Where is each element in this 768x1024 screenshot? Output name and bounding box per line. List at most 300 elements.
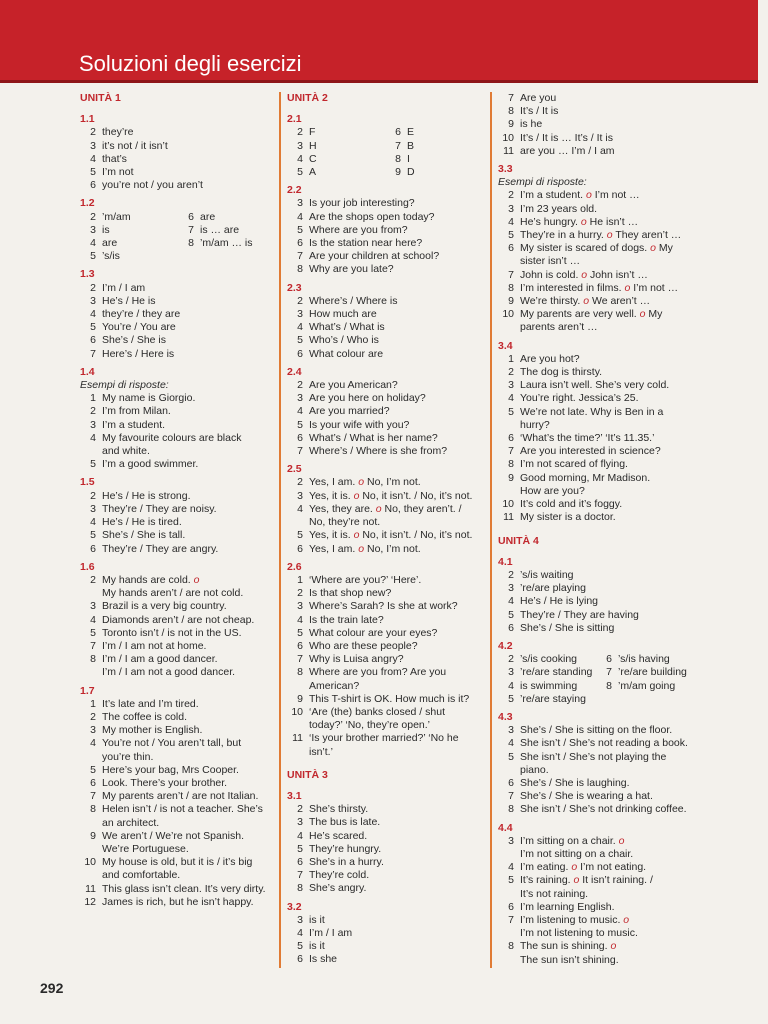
answer-number: 5 xyxy=(297,940,303,953)
or-symbol: o xyxy=(618,834,625,847)
answer-line xyxy=(80,348,270,361)
answer-number: 12 xyxy=(84,895,96,908)
answer-text: She isn’t / She’s not playing the xyxy=(520,750,667,763)
answer-line xyxy=(287,574,487,587)
answer-number: 3 xyxy=(508,379,514,392)
answer-text: It’s cold and it’s foggy. xyxy=(520,498,623,511)
answer-line xyxy=(80,711,270,724)
answer-line xyxy=(80,574,270,587)
exercise-block xyxy=(498,340,708,525)
answer-text: I’m from Milan. xyxy=(102,405,171,418)
exercise-number: 3.4 xyxy=(498,339,513,352)
answer-line xyxy=(498,511,708,524)
answer-number: 2 xyxy=(297,587,303,600)
exercise-block xyxy=(80,685,270,909)
answer-line xyxy=(498,901,708,914)
answer-number xyxy=(498,848,520,861)
answer-line xyxy=(80,543,270,556)
answer-line xyxy=(498,940,708,953)
answer-number: 4 xyxy=(297,613,303,626)
answer-text: C xyxy=(309,152,317,165)
answer-text: She’s / She is tall. xyxy=(102,529,186,542)
answer-text: piano. xyxy=(520,763,549,776)
answer-line xyxy=(498,485,708,498)
answer-text: ’re/are standing xyxy=(520,666,593,679)
column-divider-1 xyxy=(279,92,281,968)
answer-text: They’re cold. xyxy=(309,869,370,882)
answer-number: 8 xyxy=(508,458,514,471)
answer-number: 3 xyxy=(90,139,96,152)
answer-text: The bus is late. xyxy=(309,816,381,829)
answer-line xyxy=(80,777,270,790)
answer-line xyxy=(287,869,487,882)
answer-text: My mother is English. xyxy=(102,724,203,737)
answer-line xyxy=(287,940,487,953)
answer-line xyxy=(498,472,708,485)
answer-line xyxy=(80,817,270,830)
answer-number: 3 xyxy=(508,724,514,737)
answer-text: We’re Portuguese. xyxy=(102,842,189,855)
answer-number: 3 xyxy=(90,502,96,515)
answer-text: I’m a good swimmer. xyxy=(102,458,199,471)
answer-line xyxy=(498,835,708,848)
answer-text: today?’ ‘No, they’re open.’ xyxy=(309,719,431,732)
answer-line xyxy=(287,830,487,843)
answer-text: We aren’t / We’re not Spanish. xyxy=(102,829,245,842)
answer-number: 5 xyxy=(90,166,96,179)
answer-number: 5 xyxy=(90,321,96,334)
exercise-block xyxy=(498,822,708,967)
answer-text: They’re in a hurry. o They aren’t … xyxy=(520,229,682,242)
answer-number: 7 xyxy=(297,445,303,458)
answer-text: My parents are very well. o My xyxy=(520,308,663,321)
answer-line xyxy=(80,856,270,869)
answer-text: Are you married? xyxy=(309,405,390,418)
answer-text: My favourite colours are black xyxy=(102,431,242,444)
answer-line xyxy=(80,419,270,432)
answer-text: E xyxy=(407,126,415,139)
answer-text: D xyxy=(407,166,415,179)
exercise-number: 2.6 xyxy=(287,560,302,573)
answer-text: A xyxy=(309,166,317,179)
answer-text: Yes, they are. o No, they aren’t. / xyxy=(309,502,462,515)
answer-text: ’m/am going xyxy=(618,679,676,692)
answer-line xyxy=(287,706,487,719)
answer-line xyxy=(498,888,708,901)
answer-line xyxy=(80,896,270,909)
answer-number: 8 xyxy=(508,105,514,118)
answer-line xyxy=(287,321,487,334)
answer-line xyxy=(385,126,487,139)
answer-number: 6 xyxy=(188,210,194,223)
answer-text: Laura isn’t well. She’s very cold. xyxy=(520,379,670,392)
answer-number: 3 xyxy=(508,582,514,595)
answer-grid xyxy=(287,126,487,179)
answer-text: I’m / I am not a good dancer. xyxy=(102,666,236,679)
answer-number: 7 xyxy=(508,268,514,281)
answer-number: 5 xyxy=(297,418,303,431)
answer-text: Here’s / Here is xyxy=(102,347,175,360)
answer-line xyxy=(287,503,487,516)
answer-number: 8 xyxy=(508,281,514,294)
answer-number: 5 xyxy=(508,750,514,763)
answer-number: 3 xyxy=(90,294,96,307)
answer-line xyxy=(498,392,708,405)
answer-line xyxy=(498,229,708,242)
answer-text: He’s / He is tired. xyxy=(102,516,182,529)
answer-text: My sister is a doctor. xyxy=(520,511,616,524)
answer-text: My house is old, but it is / it’s big xyxy=(102,856,253,869)
answer-number: 3 xyxy=(297,308,303,321)
answer-line xyxy=(287,843,487,856)
answer-number xyxy=(287,680,309,693)
exercise-note: Esempi di risposte: xyxy=(80,379,169,392)
answer-text: The sun is shining. o xyxy=(520,940,617,953)
answer-line xyxy=(80,237,178,250)
answer-text: I’m not sitting on a chair. xyxy=(520,847,634,860)
answer-line xyxy=(498,595,708,608)
answer-line xyxy=(178,224,270,237)
exercise-number: 4.4 xyxy=(498,821,513,834)
page-title: Soluzioni degli esercizi xyxy=(79,51,302,76)
answer-text: Here’s your bag, Mrs Cooper. xyxy=(102,763,239,776)
answer-number: 11 xyxy=(292,732,303,745)
answer-number: 2 xyxy=(90,710,96,723)
answer-number: 9 xyxy=(508,471,514,484)
answer-line xyxy=(498,751,708,764)
exercise-block xyxy=(498,92,708,158)
exercise-block xyxy=(498,640,708,706)
answer-number: 11 xyxy=(85,882,96,895)
answer-text: No, they’re not. xyxy=(309,516,381,529)
answer-number: 7 xyxy=(90,347,96,360)
answer-number: 4 xyxy=(90,152,96,165)
answer-number: 4 xyxy=(90,613,96,626)
answer-text: He’s / He is xyxy=(102,294,156,307)
answer-text: is xyxy=(102,223,110,236)
answer-text: They’re / They are angry. xyxy=(102,542,219,555)
answer-line xyxy=(80,529,270,542)
answer-number: 3 xyxy=(297,139,303,152)
answer-number: 5 xyxy=(90,250,96,263)
answer-number: 2 xyxy=(508,568,514,581)
answer-number xyxy=(498,954,520,967)
answer-line xyxy=(287,432,487,445)
unit-heading: UNITÀ 4 xyxy=(498,534,539,547)
answer-number: 4 xyxy=(508,737,514,750)
answer-number: 8 xyxy=(508,803,514,816)
answer-number: 6 xyxy=(297,347,303,360)
answer-line xyxy=(498,803,708,816)
exercise-block xyxy=(287,184,487,276)
answer-text: is he xyxy=(520,118,543,131)
exercise-block xyxy=(287,901,487,967)
answer-number: 5 xyxy=(297,842,303,855)
exercise-block xyxy=(287,113,487,179)
answer-text: This glass isn’t clean. It’s very dirty. xyxy=(102,882,266,895)
answer-line xyxy=(498,92,708,105)
exercise-block xyxy=(80,561,270,680)
answer-number: 4 xyxy=(90,737,96,750)
answer-line xyxy=(498,242,708,255)
answer-text: I’m / I am xyxy=(309,926,353,939)
answer-line xyxy=(498,861,708,874)
answer-number: 2 xyxy=(508,366,514,379)
exercise-block xyxy=(80,113,270,192)
answer-number: 2 xyxy=(297,379,303,392)
answer-text: Are your children at school? xyxy=(309,250,440,263)
or-symbol: o xyxy=(193,573,200,586)
answer-text: They’re hungry. xyxy=(309,842,382,855)
answer-text: What colour are xyxy=(309,347,384,360)
answer-line xyxy=(498,432,708,445)
answer-text: We’re not late. Why is Ben in a xyxy=(520,405,664,418)
answer-text: She isn’t / She’s not drinking coffee. xyxy=(520,803,687,816)
answer-number: 6 xyxy=(297,431,303,444)
answer-number: 8 xyxy=(90,803,96,816)
answer-line xyxy=(596,653,708,666)
exercise-block xyxy=(287,282,487,361)
answer-line xyxy=(385,140,487,153)
or-symbol: o xyxy=(639,308,646,321)
answer-line xyxy=(498,914,708,927)
answer-number: 3 xyxy=(90,418,96,431)
answer-number: 4 xyxy=(508,861,514,874)
answer-text: It’s late and I’m tired. xyxy=(102,697,199,710)
answer-number: 7 xyxy=(508,913,514,926)
answer-number: 4 xyxy=(297,502,303,515)
answer-line xyxy=(80,737,270,750)
answer-text: ‘Where are you?’ ‘Here’. xyxy=(309,573,422,586)
answer-text: What’s / What is her name? xyxy=(309,431,438,444)
answer-text: ’s/is cooking xyxy=(520,653,578,666)
answer-line xyxy=(498,366,708,379)
answer-number xyxy=(498,927,520,940)
answer-text: sister isn’t … xyxy=(520,255,581,268)
answer-text: B xyxy=(407,139,415,152)
answer-line xyxy=(287,914,487,927)
answer-number: 8 xyxy=(395,152,401,165)
answer-line xyxy=(287,856,487,869)
answer-line xyxy=(498,458,708,471)
answer-text: I’m interested in films. o I’m not … xyxy=(520,281,679,294)
answer-line xyxy=(498,308,708,321)
answer-text: Good morning, Mr Madison. xyxy=(520,471,651,484)
answer-text: My hands aren’t / are not cold. xyxy=(102,587,244,600)
answer-line xyxy=(287,719,487,732)
answer-number: 11 xyxy=(503,511,514,524)
answer-text: I’m / I am xyxy=(102,281,146,294)
answer-line xyxy=(498,203,708,216)
answer-line xyxy=(385,166,487,179)
answer-number: 3 xyxy=(90,724,96,737)
answer-number: 1 xyxy=(90,392,96,405)
exercise-block xyxy=(287,463,487,555)
answer-text: Who are these people? xyxy=(309,639,418,652)
exercise-number: 4.1 xyxy=(498,555,513,568)
answer-text: isn’t.’ xyxy=(309,745,333,758)
answer-text: You’re / You are xyxy=(102,321,176,334)
answer-number: 4 xyxy=(297,405,303,418)
answer-number xyxy=(498,485,520,498)
answer-number xyxy=(80,666,102,679)
answer-line xyxy=(287,308,487,321)
or-symbol: o xyxy=(358,542,365,555)
answer-line xyxy=(80,153,270,166)
answer-line xyxy=(287,882,487,895)
exercise-number: 2.2 xyxy=(287,184,302,197)
answer-text: I’m not listening to music. xyxy=(520,927,638,940)
answer-text: I’m listening to music. o xyxy=(520,913,630,926)
answer-text: John is cold. o John isn’t … xyxy=(520,268,648,281)
answer-line xyxy=(287,348,487,361)
answer-number: 5 xyxy=(297,166,303,179)
answer-line xyxy=(80,295,270,308)
answer-text: He’s scared. xyxy=(309,829,368,842)
exercise-block xyxy=(287,561,487,759)
answer-line xyxy=(80,653,270,666)
answer-number: 3 xyxy=(297,392,303,405)
answer-line xyxy=(498,569,708,582)
or-symbol: o xyxy=(353,529,360,542)
answer-line xyxy=(498,622,708,635)
answer-text: ’m/am … is xyxy=(200,237,253,250)
answer-line xyxy=(80,869,270,882)
answer-number xyxy=(498,255,520,268)
answer-number: 6 xyxy=(297,542,303,555)
answer-number: 7 xyxy=(508,445,514,458)
exercise-number: 2.5 xyxy=(287,463,302,476)
answer-line xyxy=(498,269,708,282)
answer-text: F xyxy=(309,126,316,139)
answer-number: 10 xyxy=(84,856,96,869)
answer-line xyxy=(80,458,270,471)
answer-number xyxy=(80,843,102,856)
answer-text: She’s / She is sitting on the floor. xyxy=(520,724,673,737)
answer-line xyxy=(498,724,708,737)
answer-line xyxy=(498,777,708,790)
answer-line xyxy=(498,764,708,777)
answer-number: 3 xyxy=(297,816,303,829)
answer-number: 5 xyxy=(297,223,303,236)
answer-number: 6 xyxy=(297,639,303,652)
answer-number: 7 xyxy=(508,790,514,803)
answer-number: 4 xyxy=(508,392,514,405)
answer-line xyxy=(498,132,708,145)
exercise-block xyxy=(80,197,270,263)
answer-text: I’m not xyxy=(102,166,134,179)
exercise-number: 1.5 xyxy=(80,476,95,489)
answer-line xyxy=(287,476,487,489)
answer-text: How much are xyxy=(309,308,377,321)
answer-text: you’re not / you aren’t xyxy=(102,179,203,192)
answer-text: Are you xyxy=(520,92,557,104)
answer-line xyxy=(287,816,487,829)
answer-number: 7 xyxy=(297,869,303,882)
answer-line xyxy=(80,490,270,503)
answer-line xyxy=(498,118,708,131)
answer-text: Is your job interesting? xyxy=(309,197,415,210)
answer-line xyxy=(287,614,487,627)
exercise-number: 3.3 xyxy=(498,163,513,176)
answer-line xyxy=(498,189,708,202)
answer-line xyxy=(80,166,270,179)
answer-line xyxy=(80,587,270,600)
answer-text: is swimming xyxy=(520,679,578,692)
answer-text: She isn’t / She’s not reading a book. xyxy=(520,737,688,750)
answer-number: 4 xyxy=(297,152,303,165)
answer-number: 8 xyxy=(297,666,303,679)
exercise-number: 1.3 xyxy=(80,268,95,281)
answer-text: I’m / I am not at home. xyxy=(102,639,207,652)
answer-number: 8 xyxy=(188,237,194,250)
answer-text: ‘What’s the time?’ ‘It’s 11.35.’ xyxy=(520,432,655,445)
answer-text: they’re / they are xyxy=(102,308,181,321)
answer-line xyxy=(80,211,178,224)
answer-number: 8 xyxy=(508,940,514,953)
answer-number: 2 xyxy=(90,405,96,418)
exercise-number: 4.3 xyxy=(498,710,513,723)
answer-text: are you … I’m / I am xyxy=(520,144,615,157)
answer-line xyxy=(287,211,487,224)
answer-line xyxy=(498,848,708,861)
answer-text: they’re xyxy=(102,126,134,139)
exercise-number: 1.2 xyxy=(80,197,95,210)
or-symbol: o xyxy=(580,215,587,228)
answer-number: 3 xyxy=(90,600,96,613)
answer-number: 6 xyxy=(508,621,514,634)
answer-text: The dog is thirsty. xyxy=(520,366,603,379)
answer-line xyxy=(498,406,708,419)
column-divider-2 xyxy=(490,92,492,968)
answer-text: Look. There’s your brother. xyxy=(102,776,228,789)
answer-number: 9 xyxy=(90,829,96,842)
exercise-number: 4.2 xyxy=(498,639,513,652)
answer-line xyxy=(498,295,708,308)
answer-text: is it xyxy=(309,940,325,953)
answer-number xyxy=(80,817,102,830)
answer-text: He’s / He is lying xyxy=(520,595,599,608)
answer-line xyxy=(287,543,487,556)
answer-line xyxy=(80,308,270,321)
answer-line xyxy=(80,698,270,711)
exercise-number: 3.2 xyxy=(287,900,302,913)
answer-text: Where’s Sarah? Is she at work? xyxy=(309,600,458,613)
exercise-number: 1.1 xyxy=(80,113,95,126)
answer-number: 2 xyxy=(508,189,514,202)
answer-line xyxy=(80,764,270,777)
answer-line xyxy=(287,600,487,613)
answer-number: 5 xyxy=(297,529,303,542)
answer-line xyxy=(287,379,487,392)
answer-number: 11 xyxy=(503,144,514,157)
answer-number: 7 xyxy=(297,653,303,666)
answer-text: Why is Luisa angry? xyxy=(309,653,404,666)
column-2 xyxy=(287,92,487,972)
answer-number: 5 xyxy=(508,405,514,418)
exercise-number: 1.6 xyxy=(80,560,95,573)
answer-number: 2 xyxy=(297,803,303,816)
answer-text: Is the train late? xyxy=(309,613,384,626)
answer-number: 8 xyxy=(90,653,96,666)
exercise-block xyxy=(287,790,487,896)
answer-line xyxy=(80,790,270,803)
answer-text: She’s / She is xyxy=(102,334,167,347)
answer-number: 3 xyxy=(508,202,514,215)
answer-line xyxy=(498,954,708,967)
answer-line xyxy=(287,334,487,347)
answer-text: James is rich, but he isn’t happy. xyxy=(102,895,254,908)
